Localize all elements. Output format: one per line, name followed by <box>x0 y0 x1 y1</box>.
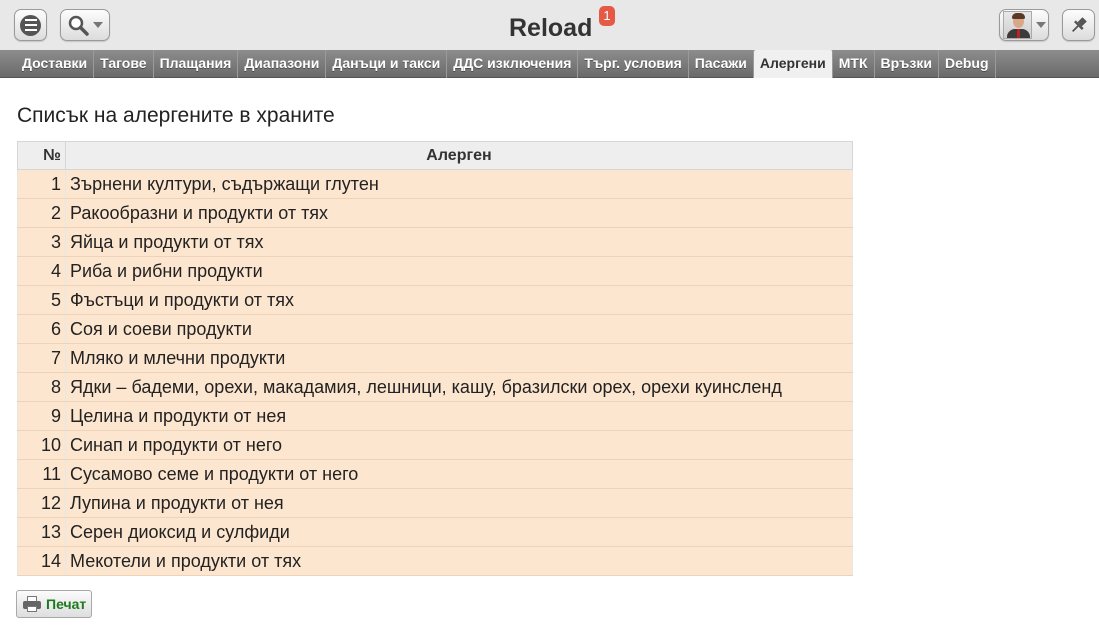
row-allergen: Фъстъци и продукти от тях <box>66 286 853 315</box>
pin-button[interactable] <box>1062 9 1095 41</box>
row-allergen: Серен диоксид и сулфиди <box>66 518 853 547</box>
row-allergen: Синап и продукти от него <box>66 431 853 460</box>
row-allergen: Мляко и млечни продукти <box>66 344 853 373</box>
table-row[interactable] <box>18 547 853 576</box>
row-allergen: Яйца и продукти от тях <box>66 228 853 257</box>
row-allergen: Лупина и продукти от нея <box>66 489 853 518</box>
tab-10[interactable]: МТК <box>833 50 875 78</box>
row-allergen: Целина и продукти от нея <box>66 402 853 431</box>
print-button[interactable] <box>16 590 92 618</box>
tab-2[interactable]: Тагове <box>94 50 153 78</box>
row-number: 14 <box>18 547 66 576</box>
row-allergen: Зърнени култури, съдържащи глутен <box>66 170 853 199</box>
table-row[interactable] <box>18 402 853 431</box>
hamburger-menu-icon <box>20 15 41 36</box>
table-row[interactable] <box>18 199 853 228</box>
row-number: 11 <box>18 460 66 489</box>
chevron-down-icon <box>93 22 103 28</box>
row-number: 2 <box>18 199 66 228</box>
row-allergen: Риба и рибни продукти <box>66 257 853 286</box>
allergens-table <box>17 141 853 576</box>
notification-badge[interactable]: 1 <box>599 6 615 26</box>
chevron-down-icon <box>1036 22 1046 28</box>
row-allergen: Сусамово семе и продукти от него <box>66 460 853 489</box>
row-number: 10 <box>18 431 66 460</box>
print-button-label: Печат <box>46 596 87 612</box>
table-row[interactable] <box>18 286 853 315</box>
pin-icon <box>1069 15 1089 35</box>
user-menu-button[interactable] <box>999 9 1049 41</box>
tab-7[interactable]: Търг. условия <box>578 50 688 78</box>
tab-bar <box>0 50 1099 78</box>
table-row[interactable] <box>18 431 853 460</box>
menu-button[interactable] <box>14 9 47 41</box>
table-row[interactable] <box>18 228 853 257</box>
row-number: 7 <box>18 344 66 373</box>
column-header-allergen[interactable]: Алерген <box>66 142 853 170</box>
row-number: 8 <box>18 373 66 402</box>
tab-12[interactable]: Debug <box>939 50 996 78</box>
column-header-number[interactable]: № <box>18 142 66 170</box>
tab-4[interactable]: Диапазони <box>238 50 326 78</box>
table-row[interactable] <box>18 373 853 402</box>
table-row[interactable] <box>18 460 853 489</box>
row-number: 4 <box>18 257 66 286</box>
table-row[interactable] <box>18 489 853 518</box>
tab-6[interactable]: ДДС изключения <box>447 50 578 78</box>
row-allergen: Соя и соеви продукти <box>66 315 853 344</box>
row-number: 3 <box>18 228 66 257</box>
search-button[interactable] <box>60 9 110 41</box>
row-number: 12 <box>18 489 66 518</box>
tab-9[interactable]: Алергени <box>754 50 833 78</box>
row-number: 6 <box>18 315 66 344</box>
table-header-row <box>18 142 853 170</box>
row-number: 1 <box>18 170 66 199</box>
row-number: 5 <box>18 286 66 315</box>
top-bar <box>0 0 1099 50</box>
app-title: Reload <box>509 14 593 42</box>
row-allergen: Мекотели и продукти от тях <box>66 547 853 576</box>
table-row[interactable] <box>18 315 853 344</box>
page-title: Списък на алергените в храните <box>17 104 335 127</box>
row-allergen: Ракообразни и продукти от тях <box>66 199 853 228</box>
user-avatar-icon <box>1003 11 1032 39</box>
table-row[interactable] <box>18 518 853 547</box>
row-number: 9 <box>18 402 66 431</box>
tabs <box>16 50 996 78</box>
tab-8[interactable]: Пасажи <box>689 50 754 78</box>
tab-5[interactable]: Данъци и такси <box>326 50 447 78</box>
magnifier-icon <box>67 14 89 36</box>
printer-icon <box>23 596 41 612</box>
table-row[interactable] <box>18 257 853 286</box>
table-row[interactable] <box>18 170 853 199</box>
tab-11[interactable]: Връзки <box>875 50 939 78</box>
row-allergen: Ядки – бадеми, орехи, макадамия, лешници, кашу, бразилски орех, орехи куинсленд <box>66 373 853 402</box>
row-number: 13 <box>18 518 66 547</box>
tab-3[interactable]: Плащания <box>154 50 239 78</box>
table-row[interactable] <box>18 344 853 373</box>
tab-1[interactable]: Доставки <box>16 50 94 78</box>
